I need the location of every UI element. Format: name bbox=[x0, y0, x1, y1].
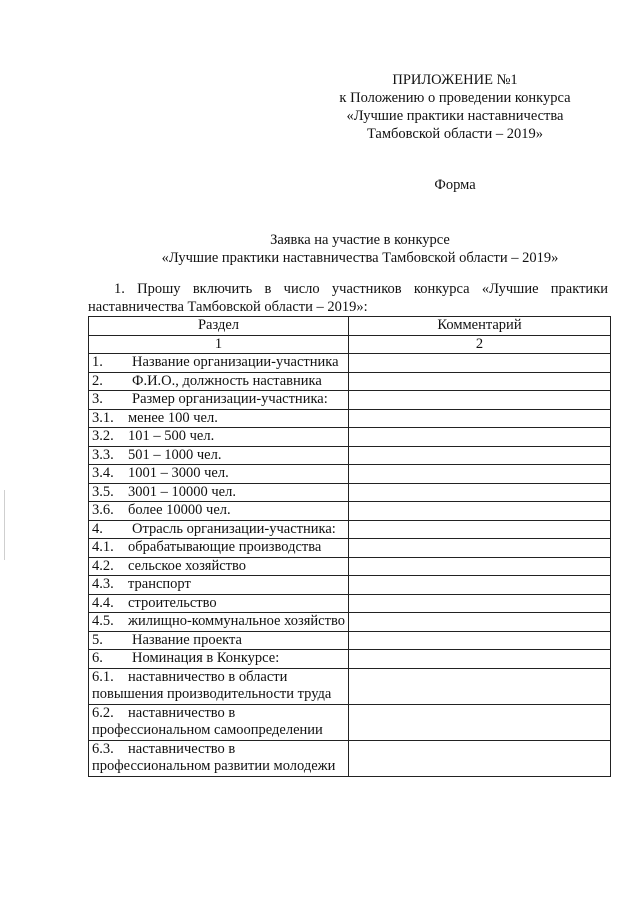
table-row bbox=[89, 520, 611, 539]
appendix-header bbox=[300, 71, 610, 143]
item-text: 3001 – 10000 чел. bbox=[128, 483, 236, 500]
item-text: наставничество в области повышения производительности труда bbox=[92, 668, 332, 702]
item-number: 4.3. bbox=[92, 576, 114, 592]
item-number: 3.6. bbox=[92, 502, 114, 518]
item-number: 4.1. bbox=[92, 539, 114, 555]
appendix-line: «Лучшие практики наставничества bbox=[346, 108, 564, 124]
section-cell bbox=[89, 631, 349, 650]
comment-cell[interactable] bbox=[349, 465, 611, 484]
table-row bbox=[89, 594, 611, 613]
item-text: Отрасль организации-участника: bbox=[132, 520, 336, 537]
comment-cell[interactable] bbox=[349, 594, 611, 613]
comment-cell[interactable] bbox=[349, 539, 611, 558]
item-text: обрабатывающие производства bbox=[128, 539, 322, 555]
item-number: 6.2. bbox=[92, 704, 114, 721]
comment-cell[interactable] bbox=[349, 446, 611, 465]
item-text: строительство bbox=[128, 594, 217, 611]
section-cell bbox=[89, 465, 349, 484]
appendix-line: ПРИЛОЖЕНИЕ №1 bbox=[392, 72, 518, 88]
item-text: транспорт bbox=[128, 576, 191, 592]
item-text: 501 – 1000 чел. bbox=[128, 446, 222, 463]
comment-cell[interactable] bbox=[349, 668, 611, 704]
section-cell bbox=[89, 704, 349, 740]
document-title bbox=[60, 231, 640, 267]
title-line-1: Заявка на участие в конкурсе bbox=[270, 232, 450, 248]
section-cell bbox=[89, 613, 349, 632]
comment-cell[interactable] bbox=[349, 391, 611, 410]
item-text: Ф.И.О., должность наставника bbox=[132, 372, 322, 389]
section-cell bbox=[89, 502, 349, 521]
item-number: 6.1. bbox=[92, 668, 114, 685]
request-paragraph bbox=[88, 280, 608, 316]
table-row bbox=[89, 372, 611, 391]
table-row bbox=[89, 631, 611, 650]
form-label: Форма bbox=[434, 177, 476, 193]
item-number: 3.3. bbox=[92, 446, 114, 463]
item-text: Номинация в Конкурсе: bbox=[132, 650, 280, 666]
item-number: 3.1. bbox=[92, 409, 114, 426]
item-number: 6. bbox=[92, 650, 103, 666]
paragraph-line-2: наставничества Тамбовской области – 2019»: bbox=[88, 299, 368, 315]
section-cell bbox=[89, 594, 349, 613]
table-row bbox=[89, 409, 611, 428]
table-row bbox=[89, 391, 611, 410]
item-number: 3.4. bbox=[92, 465, 114, 481]
section-cell bbox=[89, 409, 349, 428]
item-text: 1001 – 3000 чел. bbox=[128, 465, 229, 481]
comment-cell[interactable] bbox=[349, 372, 611, 391]
section-cell bbox=[89, 650, 349, 669]
table-row bbox=[89, 428, 611, 447]
table-column-number-row bbox=[89, 335, 611, 354]
comment-cell[interactable] bbox=[349, 576, 611, 595]
section-cell bbox=[89, 372, 349, 391]
comment-cell[interactable] bbox=[349, 631, 611, 650]
section-cell bbox=[89, 428, 349, 447]
section-cell bbox=[89, 740, 349, 776]
table-row bbox=[89, 502, 611, 521]
header-comment: Комментарий bbox=[349, 317, 611, 336]
item-text: 101 – 500 чел. bbox=[128, 428, 215, 444]
item-text: сельское хозяйство bbox=[128, 557, 247, 574]
item-text: Размер организации-участника: bbox=[132, 391, 328, 407]
item-text: наставничество в профессиональном самоопределении bbox=[92, 704, 323, 738]
section-cell bbox=[89, 520, 349, 539]
item-number: 4.4. bbox=[92, 594, 114, 611]
item-number: 4.5. bbox=[92, 613, 114, 629]
scan-margin-mark bbox=[4, 490, 5, 560]
table-row bbox=[89, 576, 611, 595]
comment-cell[interactable] bbox=[349, 483, 611, 502]
header-section: Раздел bbox=[89, 317, 349, 336]
section-cell bbox=[89, 557, 349, 576]
section-cell bbox=[89, 539, 349, 558]
comment-cell[interactable] bbox=[349, 520, 611, 539]
table-row bbox=[89, 740, 611, 776]
section-cell bbox=[89, 668, 349, 704]
item-number: 3.5. bbox=[92, 483, 114, 500]
title-line-2: «Лучшие практики наставничества Тамбовской области – 2019» bbox=[161, 250, 559, 266]
item-text: более 10000 чел. bbox=[128, 502, 231, 518]
item-number: 4. bbox=[92, 520, 103, 537]
item-text: Название организации-участника bbox=[132, 354, 339, 370]
table-row bbox=[89, 704, 611, 740]
paragraph-line-1: 1. Прошу включить в число участников конкурса «Лучшие практики bbox=[114, 281, 608, 297]
item-number: 1. bbox=[92, 354, 103, 370]
item-text: наставничество в профессиональном развитии молодежи bbox=[92, 740, 336, 774]
section-cell bbox=[89, 446, 349, 465]
table-row bbox=[89, 465, 611, 484]
item-text: менее 100 чел. bbox=[128, 409, 218, 426]
item-number: 2. bbox=[92, 372, 103, 389]
comment-cell[interactable] bbox=[349, 409, 611, 428]
item-number: 3.2. bbox=[92, 428, 114, 444]
comment-cell[interactable] bbox=[349, 502, 611, 521]
table-body bbox=[89, 354, 611, 777]
item-text: Название проекта bbox=[132, 631, 242, 648]
table-row bbox=[89, 446, 611, 465]
comment-cell[interactable] bbox=[349, 650, 611, 669]
section-cell bbox=[89, 354, 349, 373]
comment-cell[interactable] bbox=[349, 740, 611, 776]
comment-cell[interactable] bbox=[349, 354, 611, 373]
table-row bbox=[89, 650, 611, 669]
comment-cell[interactable] bbox=[349, 428, 611, 447]
section-cell bbox=[89, 576, 349, 595]
application-table bbox=[88, 316, 611, 777]
comment-cell[interactable] bbox=[349, 704, 611, 740]
table-row bbox=[89, 668, 611, 704]
appendix-line: Тамбовской области – 2019» bbox=[366, 126, 544, 142]
table-row bbox=[89, 613, 611, 632]
table-row bbox=[89, 483, 611, 502]
column-number: 2 bbox=[349, 335, 611, 354]
item-number: 3. bbox=[92, 391, 103, 407]
item-number: 5. bbox=[92, 631, 103, 648]
section-cell bbox=[89, 483, 349, 502]
table-header-row bbox=[89, 317, 611, 336]
item-number: 4.2. bbox=[92, 557, 114, 574]
table-row bbox=[89, 539, 611, 558]
table-row bbox=[89, 557, 611, 576]
appendix-line: к Положению о проведении конкурса bbox=[339, 90, 571, 106]
section-cell bbox=[89, 391, 349, 410]
column-number: 1 bbox=[89, 335, 349, 354]
item-text: жилищно-коммунальное хозяйство bbox=[128, 613, 345, 629]
comment-cell[interactable] bbox=[349, 557, 611, 576]
comment-cell[interactable] bbox=[349, 613, 611, 632]
table-row bbox=[89, 354, 611, 373]
item-number: 6.3. bbox=[92, 740, 114, 757]
